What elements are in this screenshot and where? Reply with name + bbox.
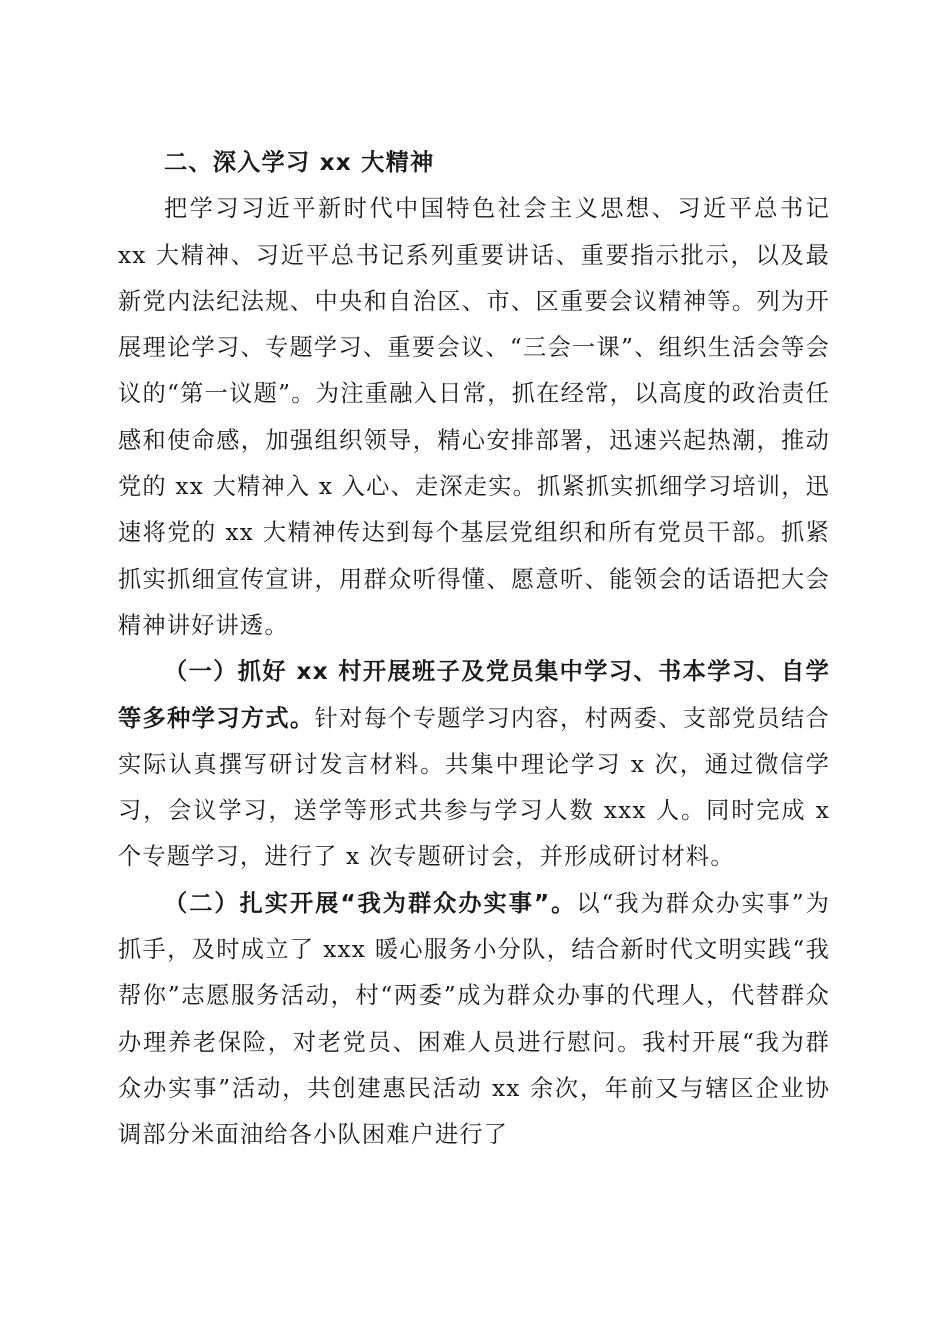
paragraph-1 xyxy=(118,186,830,649)
paragraph-1-text: 把学习习近平新时代中国特色社会主义思想、习近平总书记 xx 大精神、习近平总书记系列重要讲话、重要指示批示，以及最新党内法纪法规、中央和自治区、市、区重要会议精神等。列为开展理论学习、专题学习、重要会议、“三会一课”、组织生活会等会议的“第一议题”。为注重融入日常，抓在经常，以高度的政治责任感和使命感，加强组织领导，精心安排部署，迅速兴起热潮，推动党的 xx 大精神入 x 入心、走深走实。抓紧抓实抓细学习培训，迅速将党的 xx 大精神传达到每个基层党组织和所有党员干部。抓紧抓实抓细宣传宣讲，用群众听得懂、愿意听、能领会的话语把大会精神讲好讲透。 xyxy=(118,195,830,639)
document-body xyxy=(118,140,830,1159)
paragraph-2-text: 针对每个专题学习内容，村两委、支部党员结合实际认真撰写研讨发言材料。共集中理论学习 x 次，通过微信学习，会议学习，送学等形式共参与学习人数 xxx 人。同时完成 x 个专题学习，进行了 x 次专题研讨会，并形成研讨材料。 xyxy=(118,704,830,871)
paragraph-3-subheading: （二）扎实开展“我为群众办实事”。 xyxy=(164,889,577,917)
section-heading: 二、深入学习 xx 大精神 xyxy=(164,149,435,176)
paragraph-3 xyxy=(118,881,830,1159)
paragraph-3-text: 以“我为群众办实事”为抓手，及时成立了 xxx 暖心服务小分队，结合新时代文明实践“我帮你”志愿服务活动，村“两委”成为群众办事的代理人，代替群众办理养老保险，对老党员、困难人员进行慰问。我村开展“我为群众办实事”活动，共创建惠民活动 xx 余次，年前又与辖区企业协调部分米面油给各小队困难户进行了 xyxy=(118,889,830,1149)
paragraph-2-subheading: （一）抓好 xx 村开展班子及党员集中学习、书本学习、自学等多种学习方式。 xyxy=(118,658,830,732)
paragraph-2 xyxy=(118,649,830,880)
